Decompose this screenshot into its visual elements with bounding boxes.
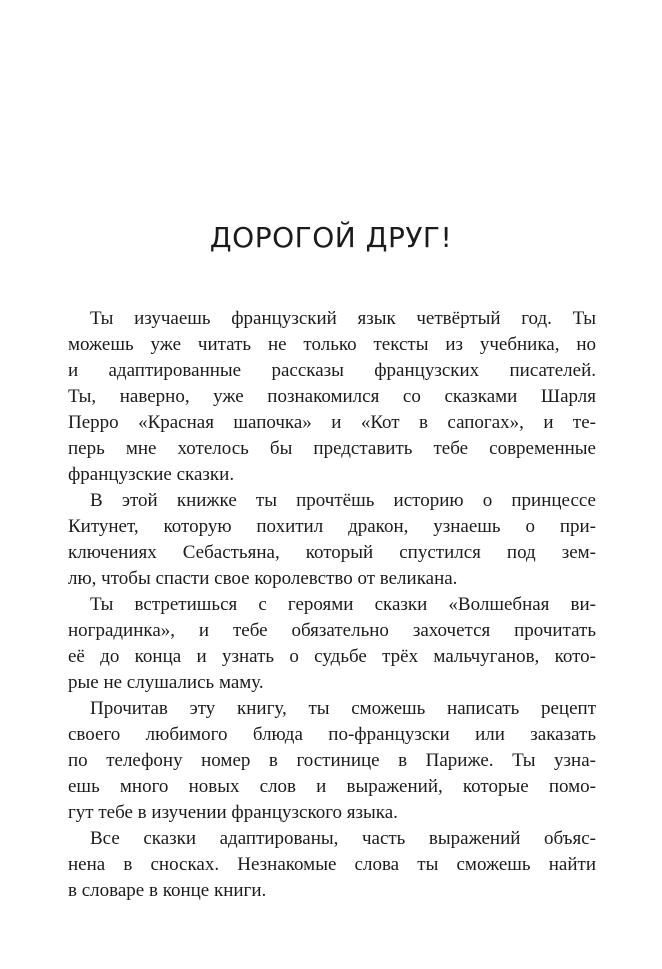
text-line: ешь много новых слов и выражений, которые помо- (68, 776, 596, 797)
text-line: её до конца и узнать о судьбе трёх мальчуганов, кото- (68, 646, 596, 667)
text-line: нена в сносках. Незнакомые слова ты сможешь найти (68, 854, 596, 875)
paragraph (68, 488, 596, 592)
text-line: Прочитав эту книгу, ты сможешь написать рецепт (90, 698, 596, 719)
paragraph (68, 592, 596, 696)
text-line: Все сказки адаптированы, часть выражений объяс- (90, 828, 596, 849)
text-line: можешь уже читать не только тексты из учебника, но (68, 334, 596, 355)
text-line: Перро «Красная шапочка» и «Кот в сапогах», и те- (68, 412, 596, 433)
page-title: ДОРОГОЙ ДРУГ! (209, 221, 453, 254)
text-line: и адаптированные рассказы французских писателей. (68, 360, 596, 381)
text-line: ноградинка», и тебе обязательно захочется прочитать (68, 620, 596, 641)
text-line: Ты, наверно, уже познакомился со сказками Шарля (68, 386, 596, 407)
text-line: Ты встретишься с героями сказки «Волшебная ви- (90, 594, 596, 615)
text-line: гут тебе в изучении французского языка. (68, 802, 398, 823)
text-line: лю, чтобы спасти свое королевство от великана. (68, 568, 458, 589)
text-line: Китунет, которую похитил дракон, узнаешь о при- (68, 516, 596, 537)
text-line: по телефону номер в гостинице в Париже. Ты узна- (68, 750, 596, 771)
paragraph (68, 826, 596, 904)
text-line: ключениях Себастьяна, который спустился под зем- (68, 542, 596, 563)
text-line: перь мне хотелось бы представить тебе современные (68, 438, 596, 459)
text-line: В этой книжке ты прочтёшь историю о принцессе (90, 490, 596, 511)
paragraph (68, 306, 596, 488)
text-line: своего любимого блюда по-французски или заказать (68, 724, 596, 745)
text-line: французские сказки. (68, 464, 235, 485)
text-line: Ты изучаешь французский язык четвёртый год. Ты (90, 308, 596, 329)
text-line: в словаре в конце книги. (68, 880, 267, 901)
body-text (68, 306, 596, 904)
paragraph (68, 696, 596, 826)
text-line: рые не слушались маму. (68, 672, 264, 693)
